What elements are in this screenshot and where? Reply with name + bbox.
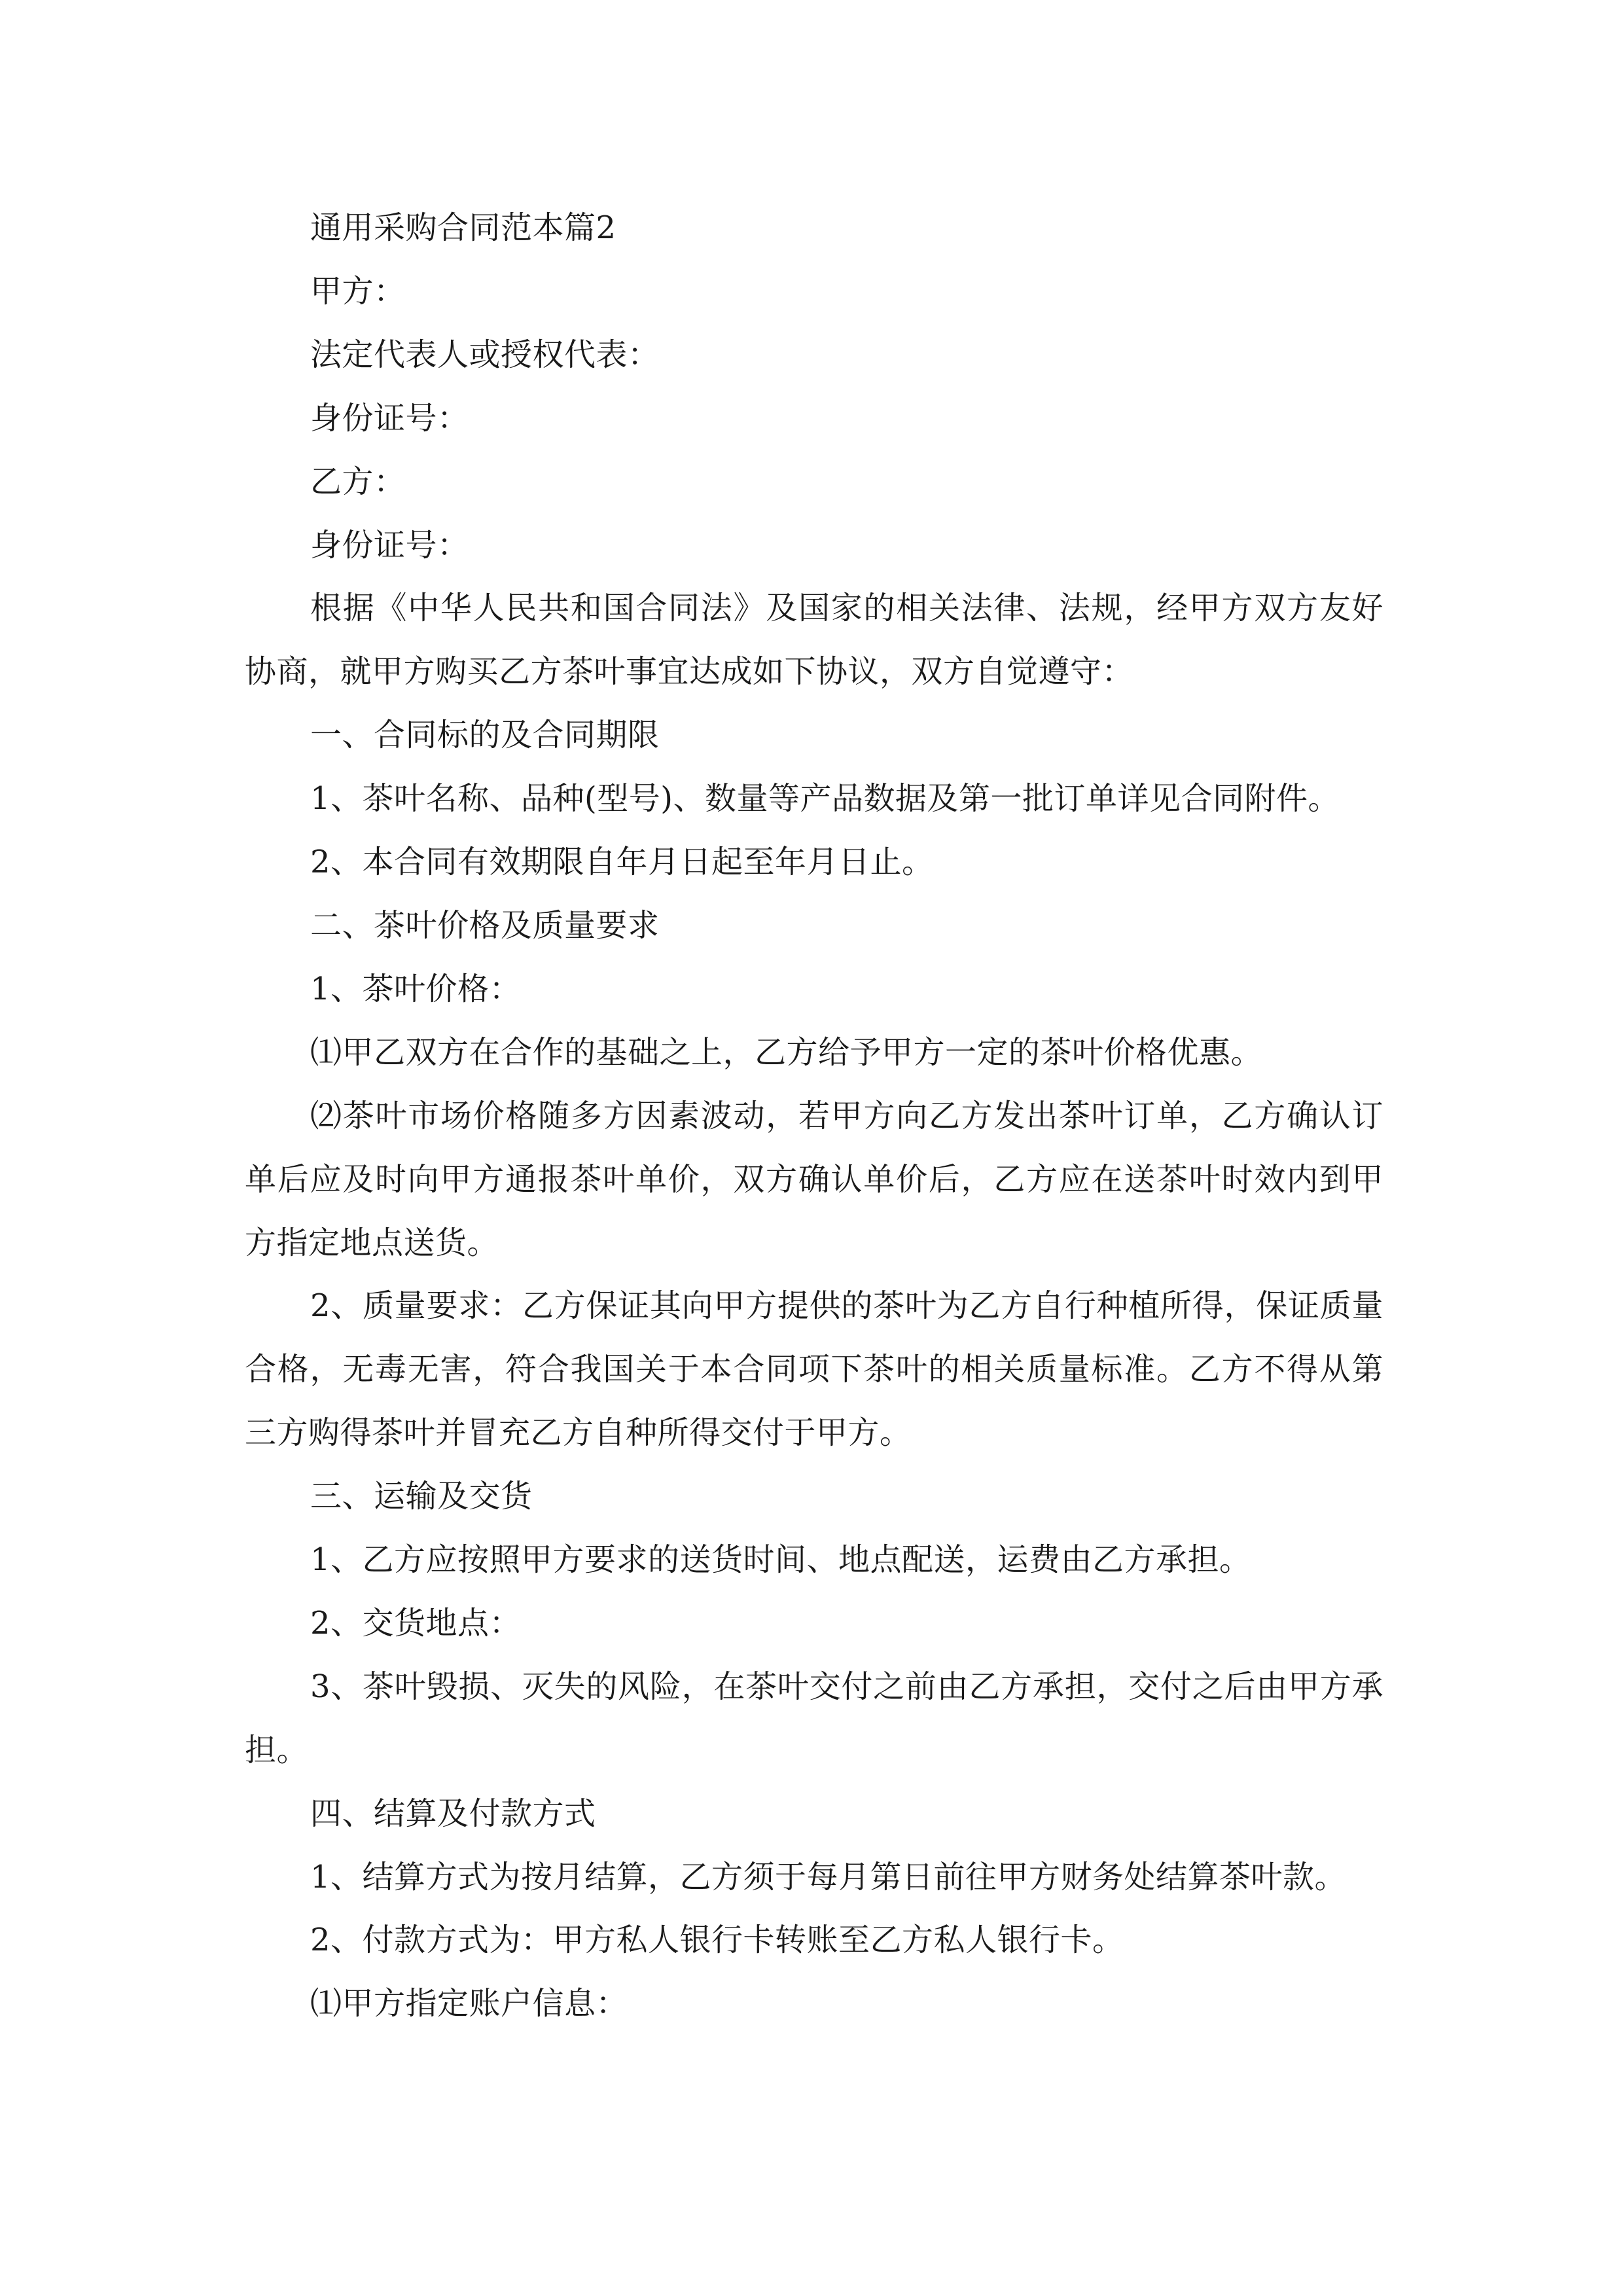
section-2-item-1-a: ⑴甲乙双方在合作的基础之上，乙方给予甲方一定的茶叶价格优惠。 <box>310 1033 1263 1071</box>
section-2-item-1-b: ⑵茶叶市场价格随多方因素波动，若甲方向乙方发出茶叶订单，乙方确认订单后应及时向甲方通报茶叶单价，双方确认单价后，乙方应在送茶叶时效内到甲方指定地点送货。 <box>245 1097 1383 1261</box>
section-4-heading: 四、结算及付款方式 <box>310 1795 596 1832</box>
section-3-item-2: 2、交货地点： <box>310 1604 522 1641</box>
section-3-item-3: 3、茶叶毁损、灭失的风险，在茶叶交付之前由乙方承担，交付之后由甲方承担。 <box>245 1668 1383 1768</box>
section-2-heading: 二、茶叶价格及质量要求 <box>310 906 660 944</box>
section-4-item-1: 1、结算方式为按月结算，乙方须于每月第日前往甲方财务处结算茶叶款。 <box>310 1858 1347 1895</box>
section-3-item-1: 1、乙方应按照甲方要求的送货时间、地点配送，运费由乙方承担。 <box>310 1541 1251 1579</box>
section-1-item-1: 1、茶叶名称、品种(型号)、数量等产品数据及第一批订单详见合同附件。 <box>310 780 1340 817</box>
section-2-item-1: 1、茶叶价格： <box>310 970 522 1007</box>
section-3-heading: 三、运输及交货 <box>310 1478 533 1515</box>
section-1-item-2: 2、本合同有效期限自年月日起至年月日止。 <box>310 844 934 881</box>
party-a-field: 甲方： <box>310 272 406 310</box>
party-a-id-field: 身份证号： <box>310 399 469 437</box>
legal-representative-field: 法定代表人或授权代表： <box>310 336 660 373</box>
section-4-item-2: 2、付款方式为：甲方私人银行卡转账至乙方私人银行卡。 <box>310 1922 1124 1959</box>
section-1-heading: 一、合同标的及合同期限 <box>310 717 660 754</box>
party-b-field: 乙方： <box>310 463 406 500</box>
document-body <box>245 196 1383 2036</box>
party-b-id-field: 身份证号： <box>310 526 469 564</box>
document-title: 通用采购合同范本篇2 <box>310 209 616 246</box>
section-4-item-2-a: ⑴甲方指定账户信息： <box>310 1985 628 2022</box>
section-2-item-2: 2、质量要求：乙方保证其向甲方提供的茶叶为乙方自行种植所得，保证质量合格，无毒无害，符合我国关于本合同项下茶叶的相关质量标准。乙方不得从第三方购得茶叶并冒充乙方自种所得交付于甲方。 <box>245 1287 1383 1452</box>
preamble-paragraph: 根据《中华人民共和国合同法》及国家的相关法律、法规，经甲方双方友好协商，就甲方购买乙方茶叶事宜达成如下协议，双方自觉遵守： <box>245 590 1383 691</box>
